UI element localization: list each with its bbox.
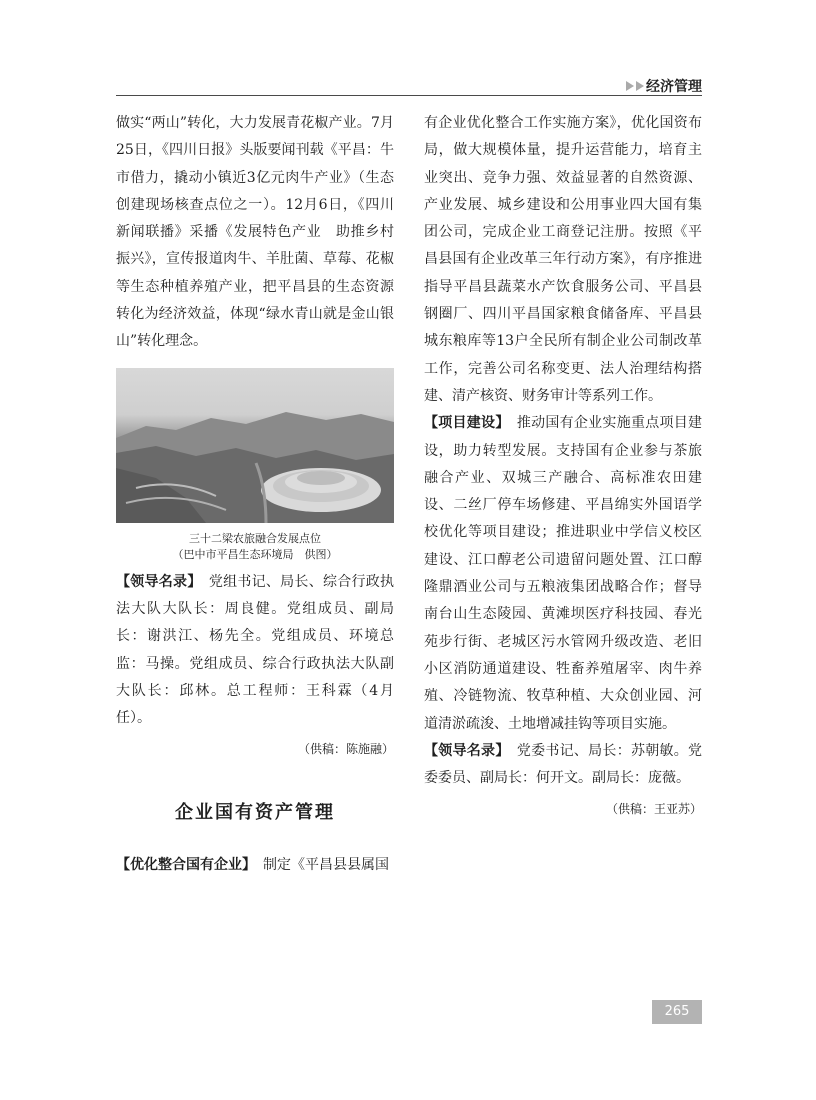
caption-title: 三十二梁农旅融合发展点位	[189, 531, 321, 545]
triangle-icon	[626, 81, 634, 91]
section-title	[626, 76, 702, 96]
page-number: 265	[652, 1000, 702, 1024]
header-rule	[116, 95, 702, 96]
section-name-text: 经济管理	[646, 79, 702, 95]
right-paragraph-1: 有企业优化整合工作实施方案》，优化国资布局，做大规模体量，提升运营能力，培育主业突出、竞争力强、效益显著的自然资源、产业发展、城乡建设和公用事业四大国有集团公司，完成企业工商登记注册。按照《平昌县国有企业改革三年行动方案》，有序推进指导平昌县蔬菜水产饮食服务公司、平昌县钢圈厂、四川平昌国家粮食储备库、平昌县城东粮库等13户全民所有制企业公司制改革工作，完善公司名称变更、法人治理结构搭建、清产核资、财务审计等系列工作。	[424, 115, 702, 404]
leaders-tag: 【领导名录】	[116, 573, 195, 590]
left-paragraph-1: 做实“两山”转化，大力发展青花椒产业。7月25日，《四川日报》头版要闻刊载《平昌：牛市借力，撬动小镇近3亿元肉牛产业》（生态创建现场核查点位之一）。12月6日，《四川新闻联播》采播《发展特色产业 助推乡村振兴》，宣传报道肉牛、羊肚菌、草莓、花椒等生态种植养殖产业，把平昌县的生态资源转化为经济效益，体现“绿水青山就是金山银山”转化理念。	[116, 115, 394, 350]
project-text: 推动国有企业实施重点项目建设，助力转型发展。支持国有企业参与茶旅融合产业、双城三产融合、高标准农田建设、二丝厂停车场修建、平昌绵实外国语学校优化等项目建设；推进职业中学信义校区建设、江口醇老公司遗留问题处置、江口醇隆鼎酒业公司与五粮液集团战略合作；督导南台山生态陵园、黄滩坝医疗科技园、春光苑步行街、老城区污水管网升级改造、老旧小区消防通道建设、牲畜养殖屠宰、肉牛养殖、冷链物流、牧草种植、大众创业园、河道清淤疏浚、土地增减挂钩等项目实施。	[424, 415, 703, 732]
terrace-photo	[116, 368, 394, 523]
optimize-tag: 【优化整合国有企业】	[116, 857, 249, 873]
leaders-text: 党委书记、局长：苏朝敏。党委委员、副局长：何开文。副局长：庞薇。	[424, 742, 703, 787]
left-credit: （供稿：陈施融）	[297, 742, 394, 757]
left-column	[116, 110, 394, 764]
running-header	[116, 68, 702, 96]
photo-caption	[116, 531, 394, 563]
triangle-icon	[636, 81, 644, 91]
leaders-tag: 【领导名录】	[424, 742, 503, 759]
optimize-paragraph	[116, 852, 394, 879]
right-credit: （供稿：王亚苏）	[605, 802, 702, 817]
left-leaders-paragraph	[116, 569, 394, 733]
section-heading: 企业国有资产管理	[175, 802, 335, 823]
caption-source: （巴中市平昌生态环境局 供图）	[172, 547, 338, 561]
right-leaders-paragraph	[424, 738, 702, 793]
optimize-text: 制定《平昌县县属国	[249, 857, 389, 873]
project-paragraph	[424, 410, 702, 738]
right-column	[424, 110, 702, 824]
leaders-text: 党组书记、局长、综合行政执法大队大队长：周良健。党组成员、副局长：谢洪江、杨先全。党组成员、环境总监：马操。党组成员、综合行政执法大队副大队长：邱林。总工程师：王科霖（4月任）。	[116, 573, 395, 727]
project-tag: 【项目建设】	[424, 415, 503, 432]
